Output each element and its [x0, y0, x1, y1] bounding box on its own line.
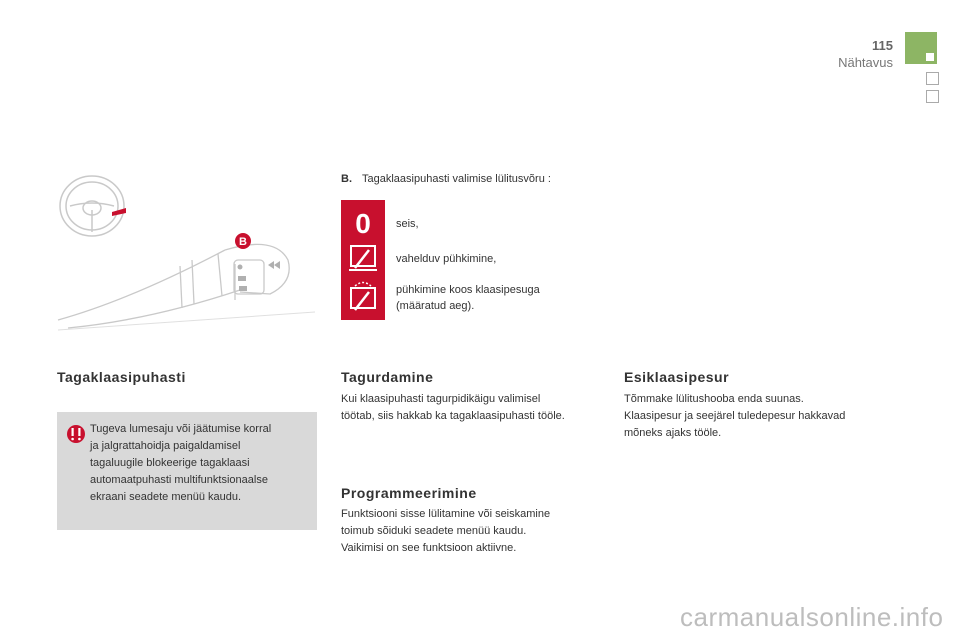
heading-programmeerimine: Programmeerimine	[341, 485, 477, 501]
watermark: carmanualsonline.info	[680, 602, 944, 632]
stop-zero-icon	[345, 205, 381, 239]
wiper-stalk-icon	[58, 244, 289, 328]
heading-tagaklaasipuhasti: Tagaklaasipuhasti	[57, 369, 186, 385]
warning-box	[57, 412, 317, 530]
legend-intro	[341, 173, 551, 185]
tab-marker	[926, 53, 934, 61]
legend-item-wash	[396, 282, 540, 314]
body-line: toimub sõiduki seadete menüü kaudu.	[341, 525, 527, 537]
body-line: mõneks ajaks tööle.	[624, 427, 722, 439]
warning-text	[90, 421, 305, 506]
body-line: Vaikimisi on see funktsioon aktiivne.	[341, 542, 517, 554]
heading-esiklaasipesur: Esiklaasipesur	[624, 369, 730, 385]
body-line: Kui klaasipuhasti tagurpidikäigu valimisel	[341, 393, 541, 405]
body-line: Tõmmake lülitushooba enda suunas.	[624, 393, 804, 405]
warning-line: Tugeva lumesaju või jäätumise korral	[90, 423, 272, 435]
stalk-highlight-icon	[112, 208, 126, 216]
warning-line: ja jalgrattahoidja paigaldamisel	[90, 440, 241, 452]
warning-line: ekraani seadete menüü kaudu.	[90, 491, 242, 503]
legend-item-wash-line1: pühkimine koos klaasipesuga	[396, 284, 540, 296]
callout-letter: B	[239, 236, 247, 248]
body-line: Funktsiooni sisse lülitamine või seiskamine	[341, 508, 551, 520]
esiklaasipesur-text	[624, 391, 845, 442]
chapter-tab[interactable]	[905, 32, 937, 64]
legend-item-wash-line2: (määratud aeg).	[396, 300, 475, 312]
warning-line: automaatpuhasti multifunktsionaalse	[90, 474, 268, 486]
legend-item-intermittent: vahelduv pühkimine,	[396, 253, 497, 265]
rear-washer-icon	[345, 280, 381, 314]
rear-wiper-icon	[345, 242, 381, 276]
stalk-symbols-icon	[238, 261, 281, 291]
tagurdamine-text	[341, 391, 565, 425]
heading-tagurdamine: Tagurdamine	[341, 369, 434, 385]
warning-line: tagaluugile blokeerige tagaklaasi	[90, 457, 250, 469]
wiper-position-strip	[341, 200, 385, 320]
legend-intro-text: Tagaklaasipuhasti valimise lülitusvõru :	[362, 173, 551, 185]
legend-letter: B.	[341, 173, 352, 185]
legend-item-stop: seis,	[396, 218, 419, 230]
programmeerimine-text	[341, 506, 550, 557]
body-line: töötab, siis hakkab ka tagaklaasipuhasti tööle.	[341, 410, 565, 422]
section-name: Nähtavus	[838, 55, 893, 70]
svg-text:0: 0	[355, 208, 371, 239]
warning-exclamation-icon	[66, 424, 86, 444]
page-number: 115	[872, 38, 893, 53]
chapter-tab-empty-1[interactable]	[926, 72, 939, 85]
chapter-tab-empty-2[interactable]	[926, 90, 939, 103]
wiper-stalk-illustration	[50, 170, 320, 340]
steering-wheel-icon	[60, 176, 124, 236]
body-line: Klaasipesur ja seejärel tuledepesur hakkavad	[624, 410, 846, 422]
